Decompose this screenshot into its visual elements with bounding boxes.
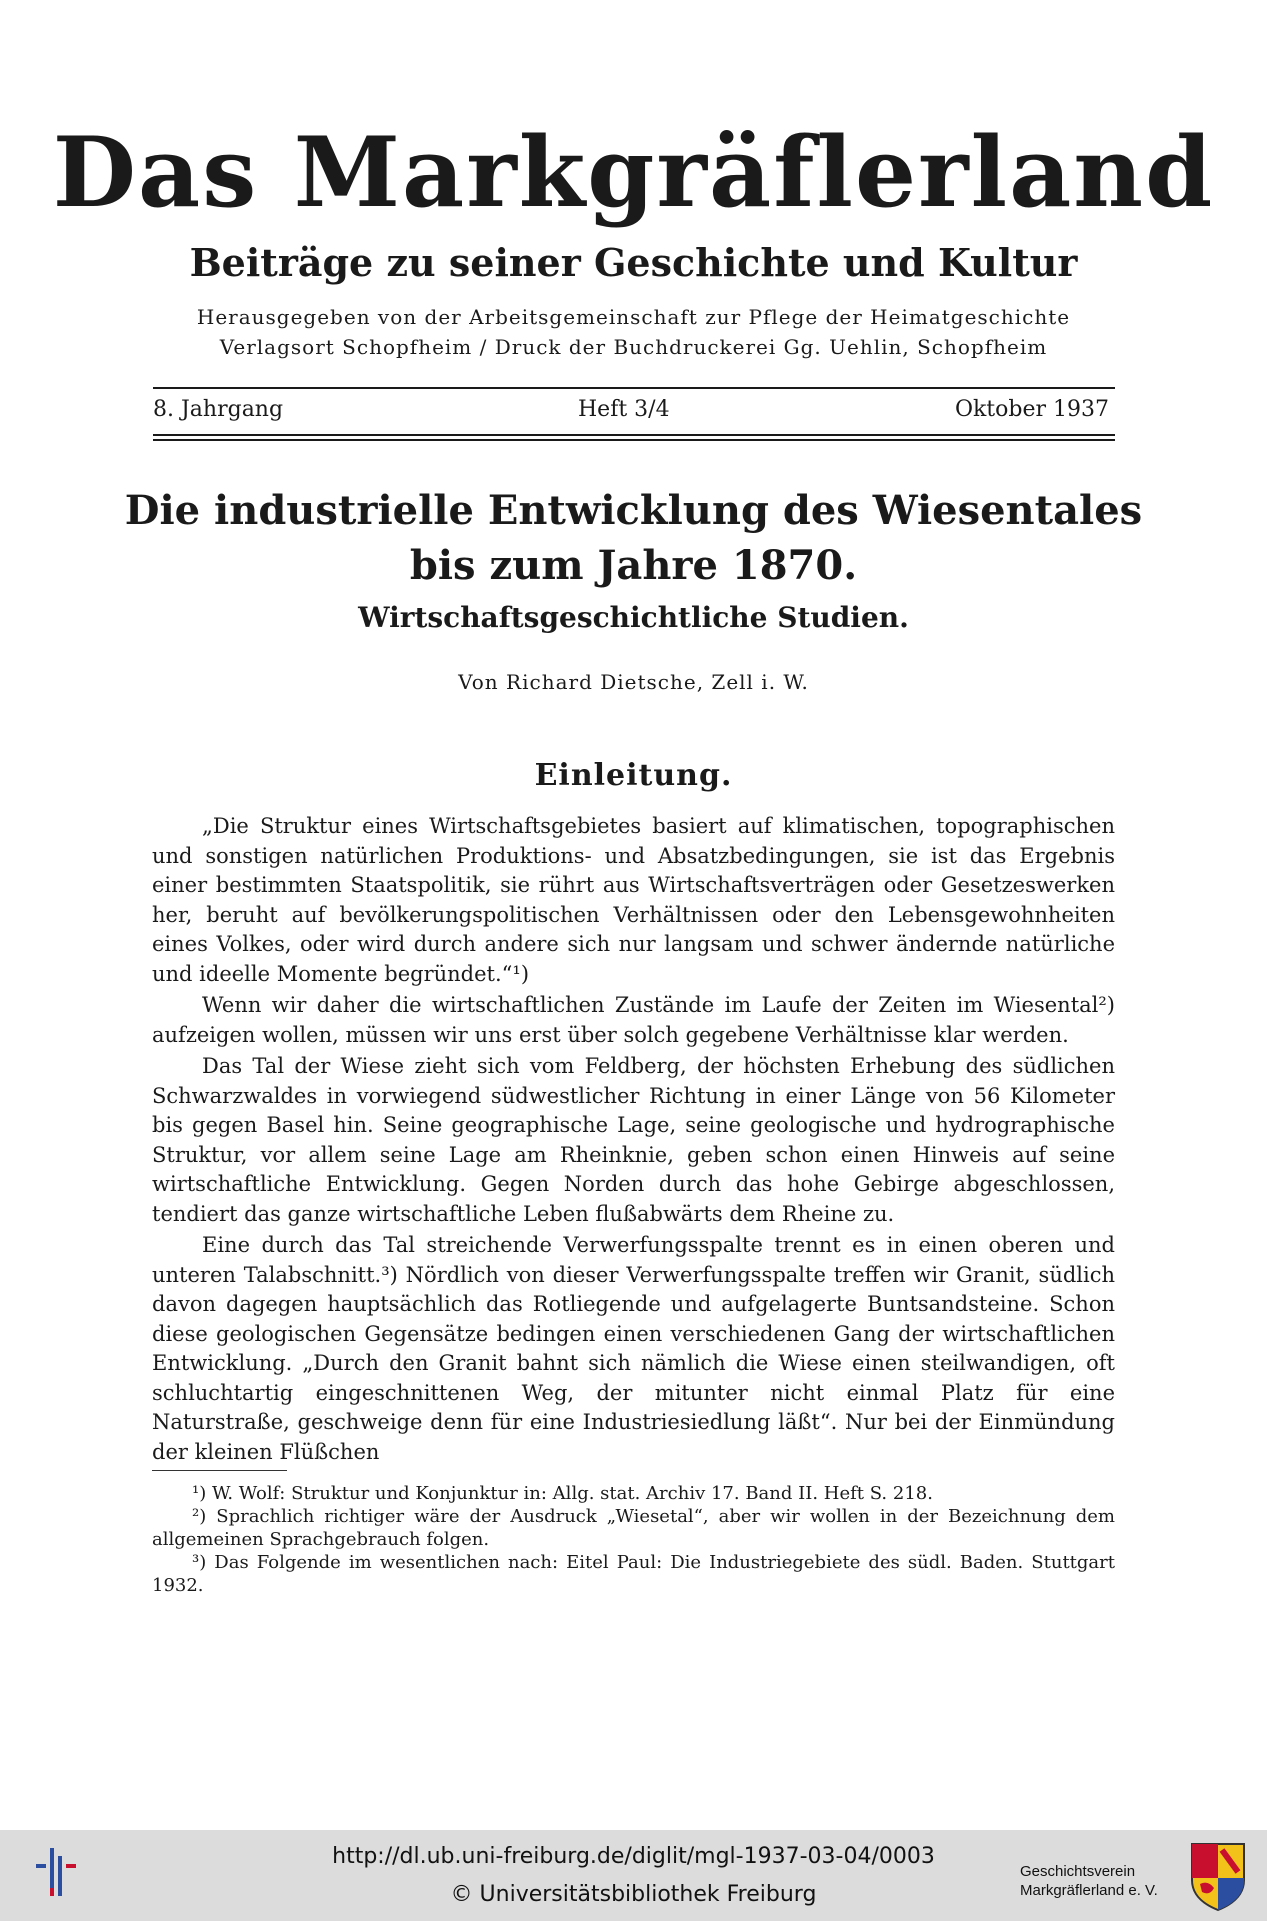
article-title-line2: bis zum Jahre 1870. — [409, 542, 858, 589]
paragraph: Eine durch das Tal streichende Verwerfungsspalte trennt es in einen oberen und unteren Talabschnitt.³) Nördlich von dieser Verwerfungsspalte treffen wir Granit, südlich davon dagegen hauptsächlich das Rotliegende und aufgelagerte Buntsandsteine. Schon diese geologischen Gegensätze bedingen einen verschiedenen Gang der wirtschaftlichen Entwicklung. „Durch den Granit bahnt sich nämlich die Wiese einen steilwandigen, oft schluchtartig eingeschnittenen Weg, der mitunter nicht einmal Platz für eine Naturstraße, geschweige denn für eine Industriesiedlung läßt“. Nur bei der Einmündung der kleinen Flüßchen — [152, 1233, 1115, 1464]
paragraph: „Die Struktur eines Wirtschaftsgebietes basiert auf klimatischen, topographischen und sonstigen natürlichen Produktions- und Absatzbedingungen, sie ist das Ergebnis einer bestimmten Staatspolitik, sie rührt aus Wirtschaftsverträgen oder Gesetzeswerken her, beruht auf bevölkerungspolitischen Verhältnissen oder den Lebensgewohnheiten eines Volkes, oder wird durch andere sich nur langsam und schwer ändernde natürliche und ideelle Momente begründet.“¹) — [152, 814, 1115, 986]
organization-line1: Geschichtsverein — [1020, 1863, 1136, 1880]
header-rule-top — [153, 387, 1115, 389]
footnote: ³) Das Folgende im wesentlichen nach: Eitel Paul: Die Industriegebiete des südl. Baden. Stuttgart 1932. — [152, 1552, 1115, 1596]
article-subtitle: Wirtschaftsgeschichtliche Studien. — [358, 601, 909, 634]
publisher-line: Herausgegeben von der Arbeitsgemeinschaft zur Pflege der Heimatgeschichte — [196, 305, 1071, 329]
section-heading: Einleitung. — [534, 758, 733, 793]
coat-of-arms-icon — [1188, 1840, 1248, 1912]
article-title-line1: Die industrielle Entwicklung des Wiesentales — [124, 487, 1143, 534]
journal-subtitle: Beiträge zu seiner Geschichte und Kultur — [189, 240, 1078, 285]
issue-info-row — [153, 393, 1115, 427]
paragraph: Wenn wir daher die wirtschaftlichen Zustände im Laufe der Zeiten im Wiesental²) aufzeigen wollen, müssen wir uns erst über solch gegebene Verhältnisse klar werden. — [152, 993, 1115, 1047]
issue-volume: 8. Jahrgang — [153, 397, 284, 422]
article-body — [152, 812, 1115, 1469]
viewer-footer — [0, 1830, 1267, 1921]
paragraph: Das Tal der Wiese zieht sich vom Feldberg, der höchsten Erhebung des südlichen Schwarzwaldes in vorwiegend südwestlicher Richtung in einer Länge von 56 Kilometer bis gegen Basel hin. Seine geographische Lage, seine geologische und hydrographische Struktur, vor allem seine Lage am Rheinknie, geben schon einen Hinweis auf seine wirtschaftliche Entwicklung. Gegen Norden durch das hohe Gebirge abgeschlossen, tendiert das ganze wirtschaftliche Leben flußabwärts dem Rheine zu. — [152, 1054, 1115, 1226]
issue-number: Heft 3/4 — [578, 397, 670, 422]
organization-line2: Markgräflerland e. V. — [1020, 1882, 1158, 1899]
print-line: Verlagsort Schopfheim / Druck der Buchdruckerei Gg. Uehlin, Schopfheim — [219, 335, 1048, 359]
issue-date: Oktober 1937 — [954, 397, 1109, 422]
document-url-link[interactable]: http://dl.ub.uni-freiburg.de/diglit/mgl-1937-03-04/0003 — [332, 1844, 935, 1869]
footnote-separator — [152, 1470, 287, 1471]
header-rule-bottom — [153, 434, 1115, 436]
footnote: ¹) W. Wolf: Struktur und Konjunktur in: Allg. stat. Archiv 17. Band II. Heft S. 218. — [192, 1483, 933, 1504]
organization-name — [1020, 1862, 1180, 1900]
header-rule-double — [153, 439, 1115, 441]
footnote: ²) Sprachlich richtiger wäre der Ausdruck „Wiesetal“, aber wir wollen in der Bezeichnung dem allgemeinen Sprachgebrauch folgen. — [152, 1506, 1115, 1550]
article-author: Von Richard Dietsche, Zell i. W. — [458, 670, 809, 694]
footnotes — [152, 1482, 1115, 1597]
copyright-notice: © Universitätsbibliothek Freiburg — [450, 1882, 817, 1907]
journal-title: Das Markgräflerland — [52, 116, 1215, 229]
